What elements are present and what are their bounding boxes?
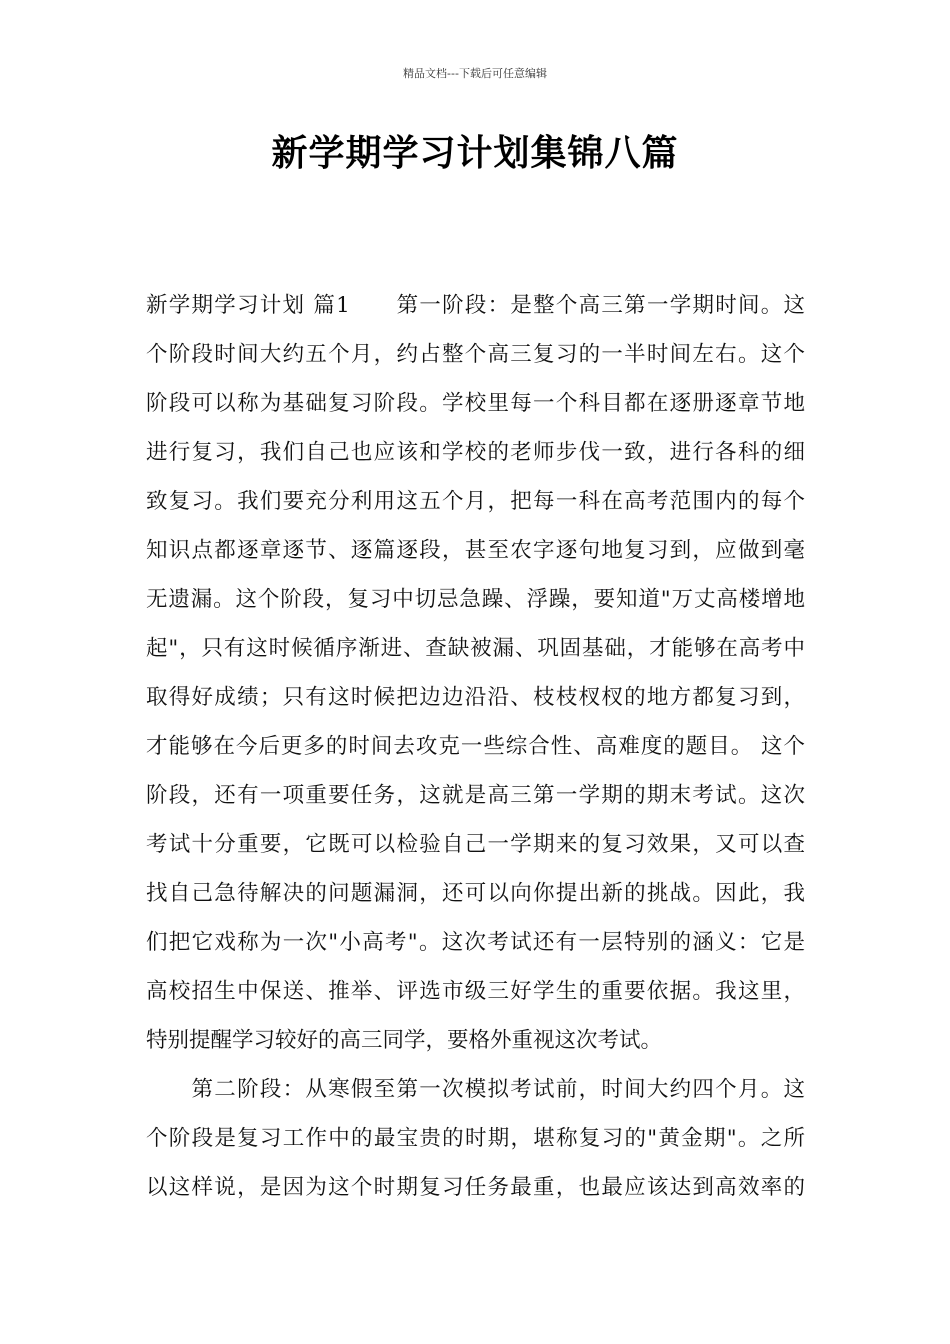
text-line: 个阶段是复习工作中的最宝贵的时期，堪称复习的"黄金期"。之所 <box>146 1126 805 1151</box>
text-line: 个阶段时间大约五个月，约占整个高三复习的一半时间左右。这个 <box>146 342 805 367</box>
document-title: 新学期学习计划集锦八篇 <box>271 133 679 174</box>
paragraph-2 <box>146 1065 805 1212</box>
text-line: 进行复习，我们自己也应该和学校的老师步伐一致，进行各科的细 <box>146 440 805 465</box>
text-line: 特别提醒学习较好的高三同学，要格外重视这次考试。 <box>146 1028 663 1053</box>
text-line: 取得好成绩；只有这时候把边边沿沿、枝枝杈杈的地方都复习到， <box>146 685 805 710</box>
page-header: 精品文档---下载后可任意编辑 <box>403 67 547 80</box>
document-body <box>146 281 805 1212</box>
text-line: 找自己急待解决的问题漏洞，还可以向你提出新的挑战。因此，我 <box>146 881 805 906</box>
text-line: 们把它戏称为一次"小高考"。这次考试还有一层特别的涵义：它是 <box>146 930 805 955</box>
text-line: 无遗漏。这个阶段，复习中切忌急躁、浮躁，要知道"万丈高楼增地 <box>146 587 805 612</box>
text-line: 致复习。我们要充分利用这五个月，把每一科在高考范围内的每个 <box>146 489 805 514</box>
text-line: 知识点都逐章逐节、逐篇逐段，甚至农字逐句地复习到，应做到毫 <box>146 538 805 563</box>
text-line: 高校招生中保送、推举、评选市级三好学生的重要依据。我这里， <box>146 979 805 1004</box>
text-line: 阶段，还有一项重要任务，这就是高三第一学期的期末考试。这次 <box>146 783 805 808</box>
text-line: 以这样说，是因为这个时期复习任务最重，也最应该达到高效率的 <box>146 1175 805 1200</box>
text-line: 才能够在今后更多的时间去攻克一些综合性、高难度的题目。 这个 <box>146 734 805 759</box>
text-line: 起"，只有这时候循序渐进、查缺被漏、巩固基础，才能够在高考中 <box>146 636 805 661</box>
text-line: 第二阶段：从寒假至第一次模拟考试前，时间大约四个月。这 <box>146 1077 805 1102</box>
text-line: 考试十分重要，它既可以检验自己一学期来的复习效果，又可以查 <box>146 832 805 857</box>
text-line: 新学期学习计划 篇1 第一阶段：是整个高三第一学期时间。这 <box>146 293 805 318</box>
paragraph-1 <box>146 281 805 1065</box>
text-line: 阶段可以称为基础复习阶段。学校里每一个科目都在逐册逐章节地 <box>146 391 805 416</box>
